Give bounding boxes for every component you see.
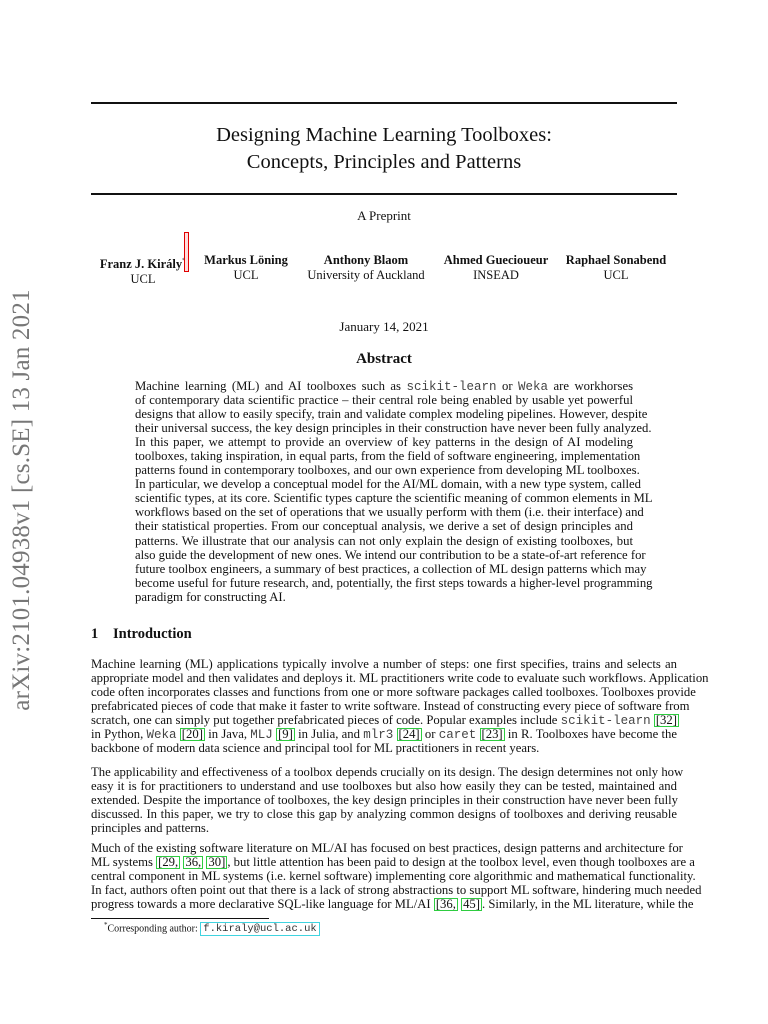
citation-link[interactable]: 36, bbox=[185, 855, 202, 870]
text-run: patterns. We illustrate that our analysis can not only explain the design of existing toolboxes, but bbox=[135, 533, 633, 548]
text-run: backbone of modern data science and principal tool for ML practitioners in recent years. bbox=[91, 741, 540, 756]
text-run: central component in ML systems (i.e. kernel software) implementing core algorithmic and mathematical functionality. bbox=[91, 869, 696, 884]
text-run: scratch, one can simply put together prefabricated pieces of code. Popular examples include bbox=[91, 713, 561, 728]
abstract-body bbox=[135, 379, 653, 604]
citation-link[interactable]: [20] bbox=[181, 727, 203, 742]
citation-link[interactable]: [23] bbox=[481, 727, 503, 742]
text-run: The applicability and effectiveness of a toolbox depends crucially on its design. The design determines not only how bbox=[91, 765, 684, 779]
text-run: toolboxes, taking inspiration, in equal parts, from the field of software engineering, implementation bbox=[135, 449, 641, 464]
text-line bbox=[91, 821, 677, 835]
text-run: in Python, bbox=[91, 727, 147, 742]
author-affiliation: UCL bbox=[130, 272, 156, 287]
code-term: Weka bbox=[146, 728, 177, 743]
text-line bbox=[135, 477, 642, 492]
text-run: extended. Despite the importance of toolboxes, the key design principles in their construction have never been fully bbox=[91, 793, 678, 808]
text-run: In fact, authors often point out that there is a lack of strong abstractions to support ML software, hindering much needed bbox=[91, 883, 702, 898]
text-line bbox=[135, 547, 646, 562]
text-run: in Julia, and bbox=[294, 727, 364, 742]
text-run: Machine learning (ML) applications typically involve a number of steps: one first specifies, trains and selects an bbox=[91, 657, 677, 671]
text-line bbox=[135, 407, 648, 422]
text-line bbox=[135, 534, 633, 548]
intro-paragraph-3 bbox=[91, 841, 702, 912]
code-term: scikit-learn bbox=[406, 380, 497, 394]
author-4 bbox=[444, 253, 549, 283]
section-heading bbox=[91, 626, 192, 643]
author-name: Markus Löning bbox=[204, 253, 288, 267]
author-name: Raphael Sonabend bbox=[565, 253, 667, 267]
text-run: paradigm for constructing AI. bbox=[135, 589, 286, 604]
text-run: ML systems bbox=[91, 855, 157, 870]
text-run: discussed. In this paper, we try to close this gap by analyzing common designs of toolboxes and deriving reusable bbox=[91, 807, 677, 822]
text-line bbox=[135, 393, 633, 407]
text-line bbox=[91, 713, 677, 727]
title-top-rule bbox=[91, 102, 677, 104]
text-run: Much of the existing software literature on ML/AI has focused on best practices, design patterns and architecture for bbox=[91, 841, 683, 855]
text-line bbox=[91, 699, 690, 714]
text-run: in R. Toolboxes have become the bbox=[504, 727, 678, 742]
author-5 bbox=[566, 253, 666, 283]
text-line bbox=[135, 519, 633, 533]
author-name: Anthony Blaom bbox=[323, 253, 409, 267]
footnote-link-box[interactable] bbox=[184, 232, 189, 272]
text-run: . Similarly, in the ML literature, while the bbox=[482, 897, 694, 912]
text-line bbox=[91, 855, 695, 870]
text-run: in Java, bbox=[204, 727, 251, 742]
text-run: scientific types, at its core. Scientific types capture the scientific meaning of common elements in ML bbox=[135, 491, 653, 506]
publication-date: January 14, 2021 bbox=[339, 319, 429, 334]
text-line bbox=[91, 727, 677, 741]
text-run: prefabricated pieces of code that make it faster to write software. Instead of constructing every piece of software from bbox=[91, 699, 690, 714]
text-run: designs that allow to easily specify, train and validate complex modeling pipelines. However, despite bbox=[135, 407, 648, 422]
text-line bbox=[135, 463, 640, 478]
citation-link[interactable]: [32] bbox=[655, 713, 677, 728]
intro-paragraph-2 bbox=[91, 765, 684, 836]
text-run: of contemporary data scientific practice – their central role being enabled by usable yet powerful bbox=[135, 393, 633, 408]
author-affiliation: University of Auckland bbox=[307, 268, 425, 282]
footnote-text: Corresponding author: bbox=[107, 923, 201, 935]
text-line bbox=[91, 671, 709, 686]
text-run: or bbox=[421, 727, 439, 742]
text-line bbox=[135, 561, 647, 576]
citation-link[interactable]: [9] bbox=[278, 727, 293, 742]
abstract-heading: Abstract bbox=[356, 351, 412, 367]
text-run: workflows based on the set of operations that we usually perform with them (i.e. their interface) and bbox=[135, 505, 644, 520]
text-line bbox=[135, 379, 633, 393]
code-term: mlr3 bbox=[363, 728, 394, 743]
paper-title bbox=[91, 122, 677, 176]
footnote-mark: * bbox=[104, 921, 108, 929]
text-run: become useful for future research, and, potentially, the first steps towards a higher-level programming bbox=[135, 575, 653, 590]
text-run: appropriate model and then validates and deploys it. ML practitioners write code to evaluate such workflows. Application bbox=[91, 671, 709, 686]
text-line bbox=[91, 685, 696, 700]
author-2 bbox=[204, 253, 288, 283]
text-line bbox=[91, 741, 677, 755]
text-line bbox=[91, 897, 694, 912]
code-term: Weka bbox=[518, 380, 549, 394]
text-run: their statistical properties. From our conceptual analysis, we derive a set of design principles and bbox=[135, 519, 633, 534]
citation-link[interactable]: [24] bbox=[398, 727, 420, 742]
paper-title-line-1: Designing Machine Learning Toolboxes: bbox=[216, 124, 552, 146]
text-line bbox=[135, 590, 633, 604]
text-run: code often incorporates classes and functions from one or more software packages called toolboxes. Toolboxes provide bbox=[91, 685, 696, 700]
author-3 bbox=[307, 253, 424, 283]
title-bottom-rule bbox=[91, 193, 677, 195]
text-run: Machine learning (ML) and AI toolboxes such as bbox=[135, 379, 407, 393]
text-run: future toolbox engineers, a summary of best practices, a collection of ML design patterns which may bbox=[135, 561, 647, 576]
citation-link[interactable]: 30] bbox=[208, 855, 226, 870]
citation-link[interactable]: [36, bbox=[435, 897, 456, 912]
intro-paragraph-1 bbox=[91, 657, 709, 756]
text-run: easy it is for practitioners to understand and use toolboxes but also how easily they can be tested, maintained and bbox=[91, 779, 677, 794]
text-line bbox=[135, 575, 653, 590]
author-affiliation: UCL bbox=[233, 268, 259, 282]
text-line bbox=[91, 657, 677, 671]
text-run: also guide the development of new ones. We intend our contribution to be a state-of-art reference for bbox=[135, 547, 646, 562]
author-name: Ahmed Guecioueur bbox=[443, 253, 549, 267]
text-run: patterns found in contemporary toolboxes, and our own experience from developing ML toolboxes. bbox=[135, 463, 640, 478]
text-line bbox=[91, 779, 677, 793]
footnote bbox=[104, 921, 320, 936]
text-run: or bbox=[496, 379, 519, 393]
text-line bbox=[91, 793, 677, 807]
footnote-email-link[interactable]: f.kiraly@ucl.ac.uk bbox=[200, 922, 319, 936]
text-run: , but little attention has been paid to design at the toolbox level, even though toolboxes are a bbox=[227, 855, 695, 870]
text-run: progress towards a more declarative SQL-like language for ML/AI bbox=[91, 897, 434, 912]
text-line bbox=[135, 505, 644, 520]
code-term: MLJ bbox=[250, 728, 273, 743]
footnote-rule bbox=[91, 918, 269, 919]
text-line bbox=[91, 869, 696, 884]
text-line bbox=[91, 765, 684, 779]
text-line bbox=[91, 883, 702, 898]
text-line bbox=[91, 807, 677, 821]
text-line bbox=[135, 435, 633, 449]
author-name: Franz J. Király bbox=[99, 257, 183, 272]
section-title: Introduction bbox=[113, 626, 192, 642]
citation-link[interactable]: 45] bbox=[463, 897, 480, 912]
arxiv-identifier: arXiv:2101.04938v1 [cs.SE] 13 Jan 2021 bbox=[8, 289, 35, 711]
text-run: are workhorses bbox=[548, 379, 634, 393]
text-run: principles and patterns. bbox=[91, 821, 210, 836]
section-number: 1 bbox=[91, 626, 99, 642]
citation-link[interactable]: [29, bbox=[158, 855, 179, 870]
preprint-label: A Preprint bbox=[357, 208, 411, 223]
author-affiliation: INSEAD bbox=[473, 268, 519, 282]
text-run: their universal success, the key design principles in their construction have never been fully analyzed. bbox=[135, 421, 652, 436]
code-term: scikit-learn bbox=[560, 714, 651, 729]
text-line bbox=[135, 421, 652, 436]
text-run: In particular, we develop a conceptual model for the AI/ML domain, with a new type system, called bbox=[135, 477, 642, 492]
paper-title-line-2: Concepts, Principles and Patterns bbox=[246, 151, 522, 173]
text-run: In this paper, we attempt to provide an overview of key patterns in the design of AI modeling bbox=[135, 435, 633, 450]
text-line bbox=[135, 449, 641, 464]
author-1 bbox=[100, 253, 186, 287]
text-line bbox=[91, 841, 683, 855]
author-affiliation: UCL bbox=[603, 268, 629, 282]
code-term: caret bbox=[438, 728, 477, 743]
text-line bbox=[135, 491, 653, 506]
